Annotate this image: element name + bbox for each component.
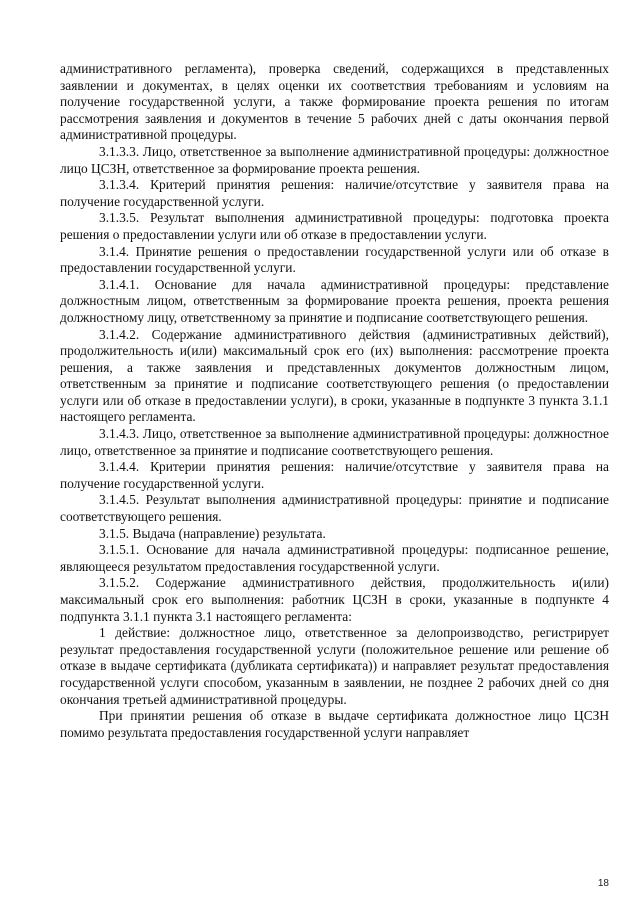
paragraph-3-1-4-4: 3.1.4.4. Критерии принятия решения: наличие/отсутствие у заявителя права на получение государственной услуги. <box>60 459 609 491</box>
paragraph-continuation: административного регламента), проверка сведений, содержащихся в представленных заявлении и документах, в целях оценки их соответствия требованиям и условиям на получение государственной услуги, а также формирование проекта решения по итогам рассмотрения заявления и документов в течение 5 рабочих дней с даты окончания первой административной процедуры. <box>60 61 609 143</box>
paragraph-3-1-3-4: 3.1.3.4. Критерий принятия решения: наличие/отсутствие у заявителя права на получение государственной услуги. <box>60 177 609 209</box>
document-body <box>60 61 609 741</box>
paragraph-3-1-3-5: 3.1.3.5. Результат выполнения административной процедуры: подготовка проекта решения о предоставлении услуги или об отказе в предоставлении услуги. <box>60 210 609 242</box>
paragraph-3-1-4: 3.1.4. Принятие решения о предоставлении государственной услуги или об отказе в предоставлении государственной услуги. <box>60 243 609 276</box>
paragraph-3-1-5-1: 3.1.5.1. Основание для начала административной процедуры: подписанное решение, являющееся результатом предоставления государственной услуги. <box>60 542 609 574</box>
paragraph-3-1-5: 3.1.5. Выдача (направление) результата. <box>99 525 326 541</box>
paragraph-3-1-4-3: 3.1.4.3. Лицо, ответственное за выполнение административной процедуры: должностное лицо, ответственное за принятие и подписание соответствующего решения. <box>60 426 609 458</box>
paragraph-3-1-5-2: 3.1.5.2. Содержание административного действия, продолжительность и(или) максимальный срок его выполнения: работник ЦСЗН в сроки, указанные в подпункте 4 подпункта 3.1.1 пункта 3.1 настоящего регламента: <box>60 575 609 624</box>
paragraph-3-1-4-1: 3.1.4.1. Основание для начала административной процедуры: представление должностным лицом, ответственным за формирование проекта решения, проекта решения должностному лицу, ответственному за принятие и подписание соответствующего решения. <box>60 276 609 325</box>
paragraph-3-1-3-3: 3.1.3.3. Лицо, ответственное за выполнение административной процедуры: должностное лицо ЦСЗН, ответственное за формирование проекта решения. <box>60 143 609 176</box>
page-number: 18 <box>597 878 609 889</box>
paragraph-3-1-4-2: 3.1.4.2. Содержание административного действия (административных действий), продолжительность и(или) максимальный срок его (их) выполнения: рассмотрение проекта решения, а также заявления и представленных документов должностным лицом, ответственным за принятие и подписание соответствующего решения (о предоставлении услуги или об отказе в предоставлении услуги), в сроки, указанные в подпункте 3 пункта 3.1.1 настоящего регламента. <box>60 326 609 425</box>
paragraph-refusal: При принятии решения об отказе в выдаче сертификата должностное лицо ЦСЗН помимо результата предоставления государственной услуги направляет <box>60 708 609 740</box>
paragraph-action-1: 1 действие: должностное лицо, ответственное за делопроизводство, регистрирует результат предоставления государственной услуги (положительное решение или решение об отказе в выдаче сертификата (дубликата сертификата)) и направляет результат предоставления государственной услуги способом, указанным в заявлении, не позднее 2 рабочих дней со дня окончания третьей административной процедуры. <box>60 625 609 707</box>
paragraph-3-1-4-5: 3.1.4.5. Результат выполнения административной процедуры: принятие и подписание соответствующего решения. <box>60 492 609 525</box>
